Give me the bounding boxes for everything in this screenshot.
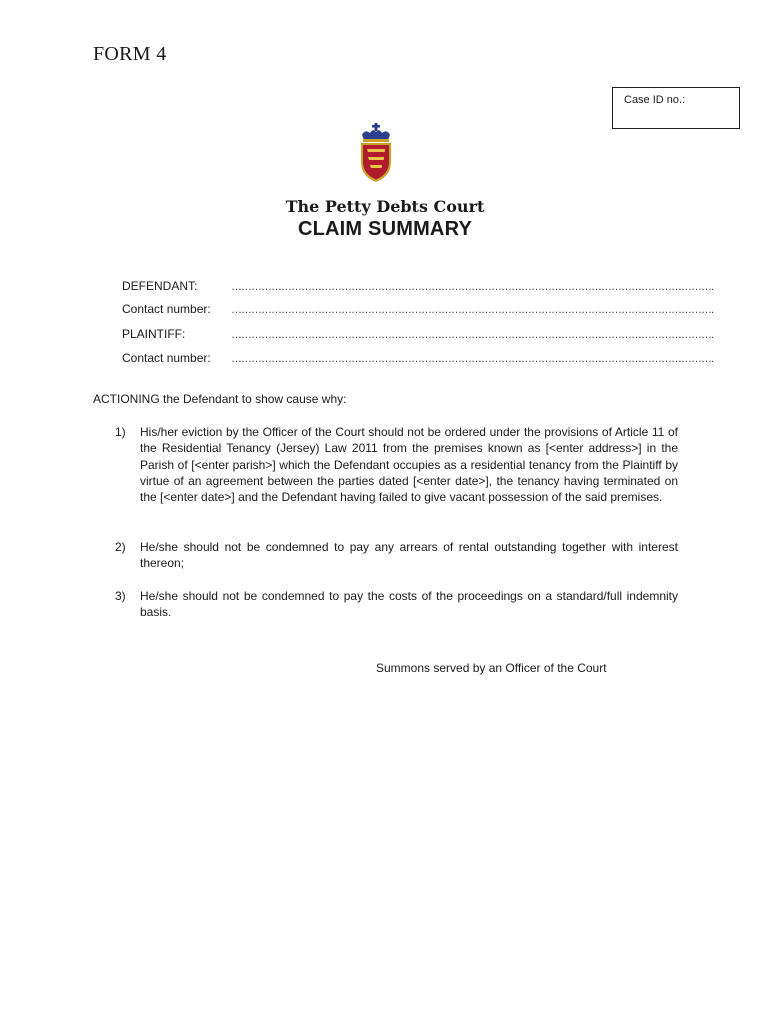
- defendant-row: [122, 279, 714, 293]
- case-id-label: Case ID no.:: [624, 94, 686, 106]
- defendant-label: DEFENDANT:: [122, 279, 198, 293]
- defendant-contact-field[interactable]: ……………………………………………………………………………………………………………………………….: [231, 304, 714, 316]
- list-item-number: 3): [115, 589, 126, 603]
- list-item-text: He/she should not be condemned to pay the costs of the proceedings on a standard/full indemnity basis.: [140, 589, 678, 620]
- list-item-number: 2): [115, 540, 126, 554]
- defendant-field[interactable]: ……………………………………………………………………………………………………………………………….: [231, 281, 714, 293]
- plaintiff-field[interactable]: ……………………………………………………………………………………………………………………………….: [231, 329, 714, 341]
- plaintiff-contact-label: Contact number:: [122, 351, 211, 365]
- plaintiff-row: [122, 327, 714, 341]
- form-number: FORM 4: [93, 43, 167, 65]
- summons-note: Summons served by an Officer of the Court: [376, 661, 607, 675]
- plaintiff-label: PLAINTIFF:: [122, 327, 186, 341]
- defendant-contact-row: [122, 302, 714, 316]
- court-name: The Petty Debts Court: [285, 197, 485, 216]
- actioning-intro: ACTIONING the Defendant to show cause why:: [93, 392, 347, 406]
- list-item-text: He/she should not be condemned to pay any arrears of rental outstanding together with interest thereon;: [140, 540, 678, 571]
- defendant-contact-label: Contact number:: [122, 302, 211, 316]
- crown-icon: [362, 123, 390, 142]
- jersey-crest-icon: [357, 122, 395, 184]
- list-item: [115, 424, 678, 505]
- list-item: [115, 539, 678, 572]
- document-title: CLAIM SUMMARY: [297, 218, 473, 240]
- list-item: [115, 588, 678, 621]
- list-item-text: His/her eviction by the Officer of the Court should not be ordered under the provisions of Article 11 of the Residential Tenancy (Jersey) Law 2011 from the premises known as [<enter address>] in the Parish of [<enter parish>] which the Defendant occupies as a residential tenancy from the Plaintiff by virtue of an agreement between the parties dated [<enter date>], the tenancy having terminated on the [<enter date>] and the Defendant having failed to give vacant possession of the said premises.: [140, 425, 678, 505]
- list-item-number: 1): [115, 425, 126, 439]
- plaintiff-contact-row: [122, 351, 714, 365]
- case-id-box[interactable]: [612, 87, 740, 129]
- plaintiff-contact-field[interactable]: ……………………………………………………………………………………………………………………………….: [231, 353, 714, 365]
